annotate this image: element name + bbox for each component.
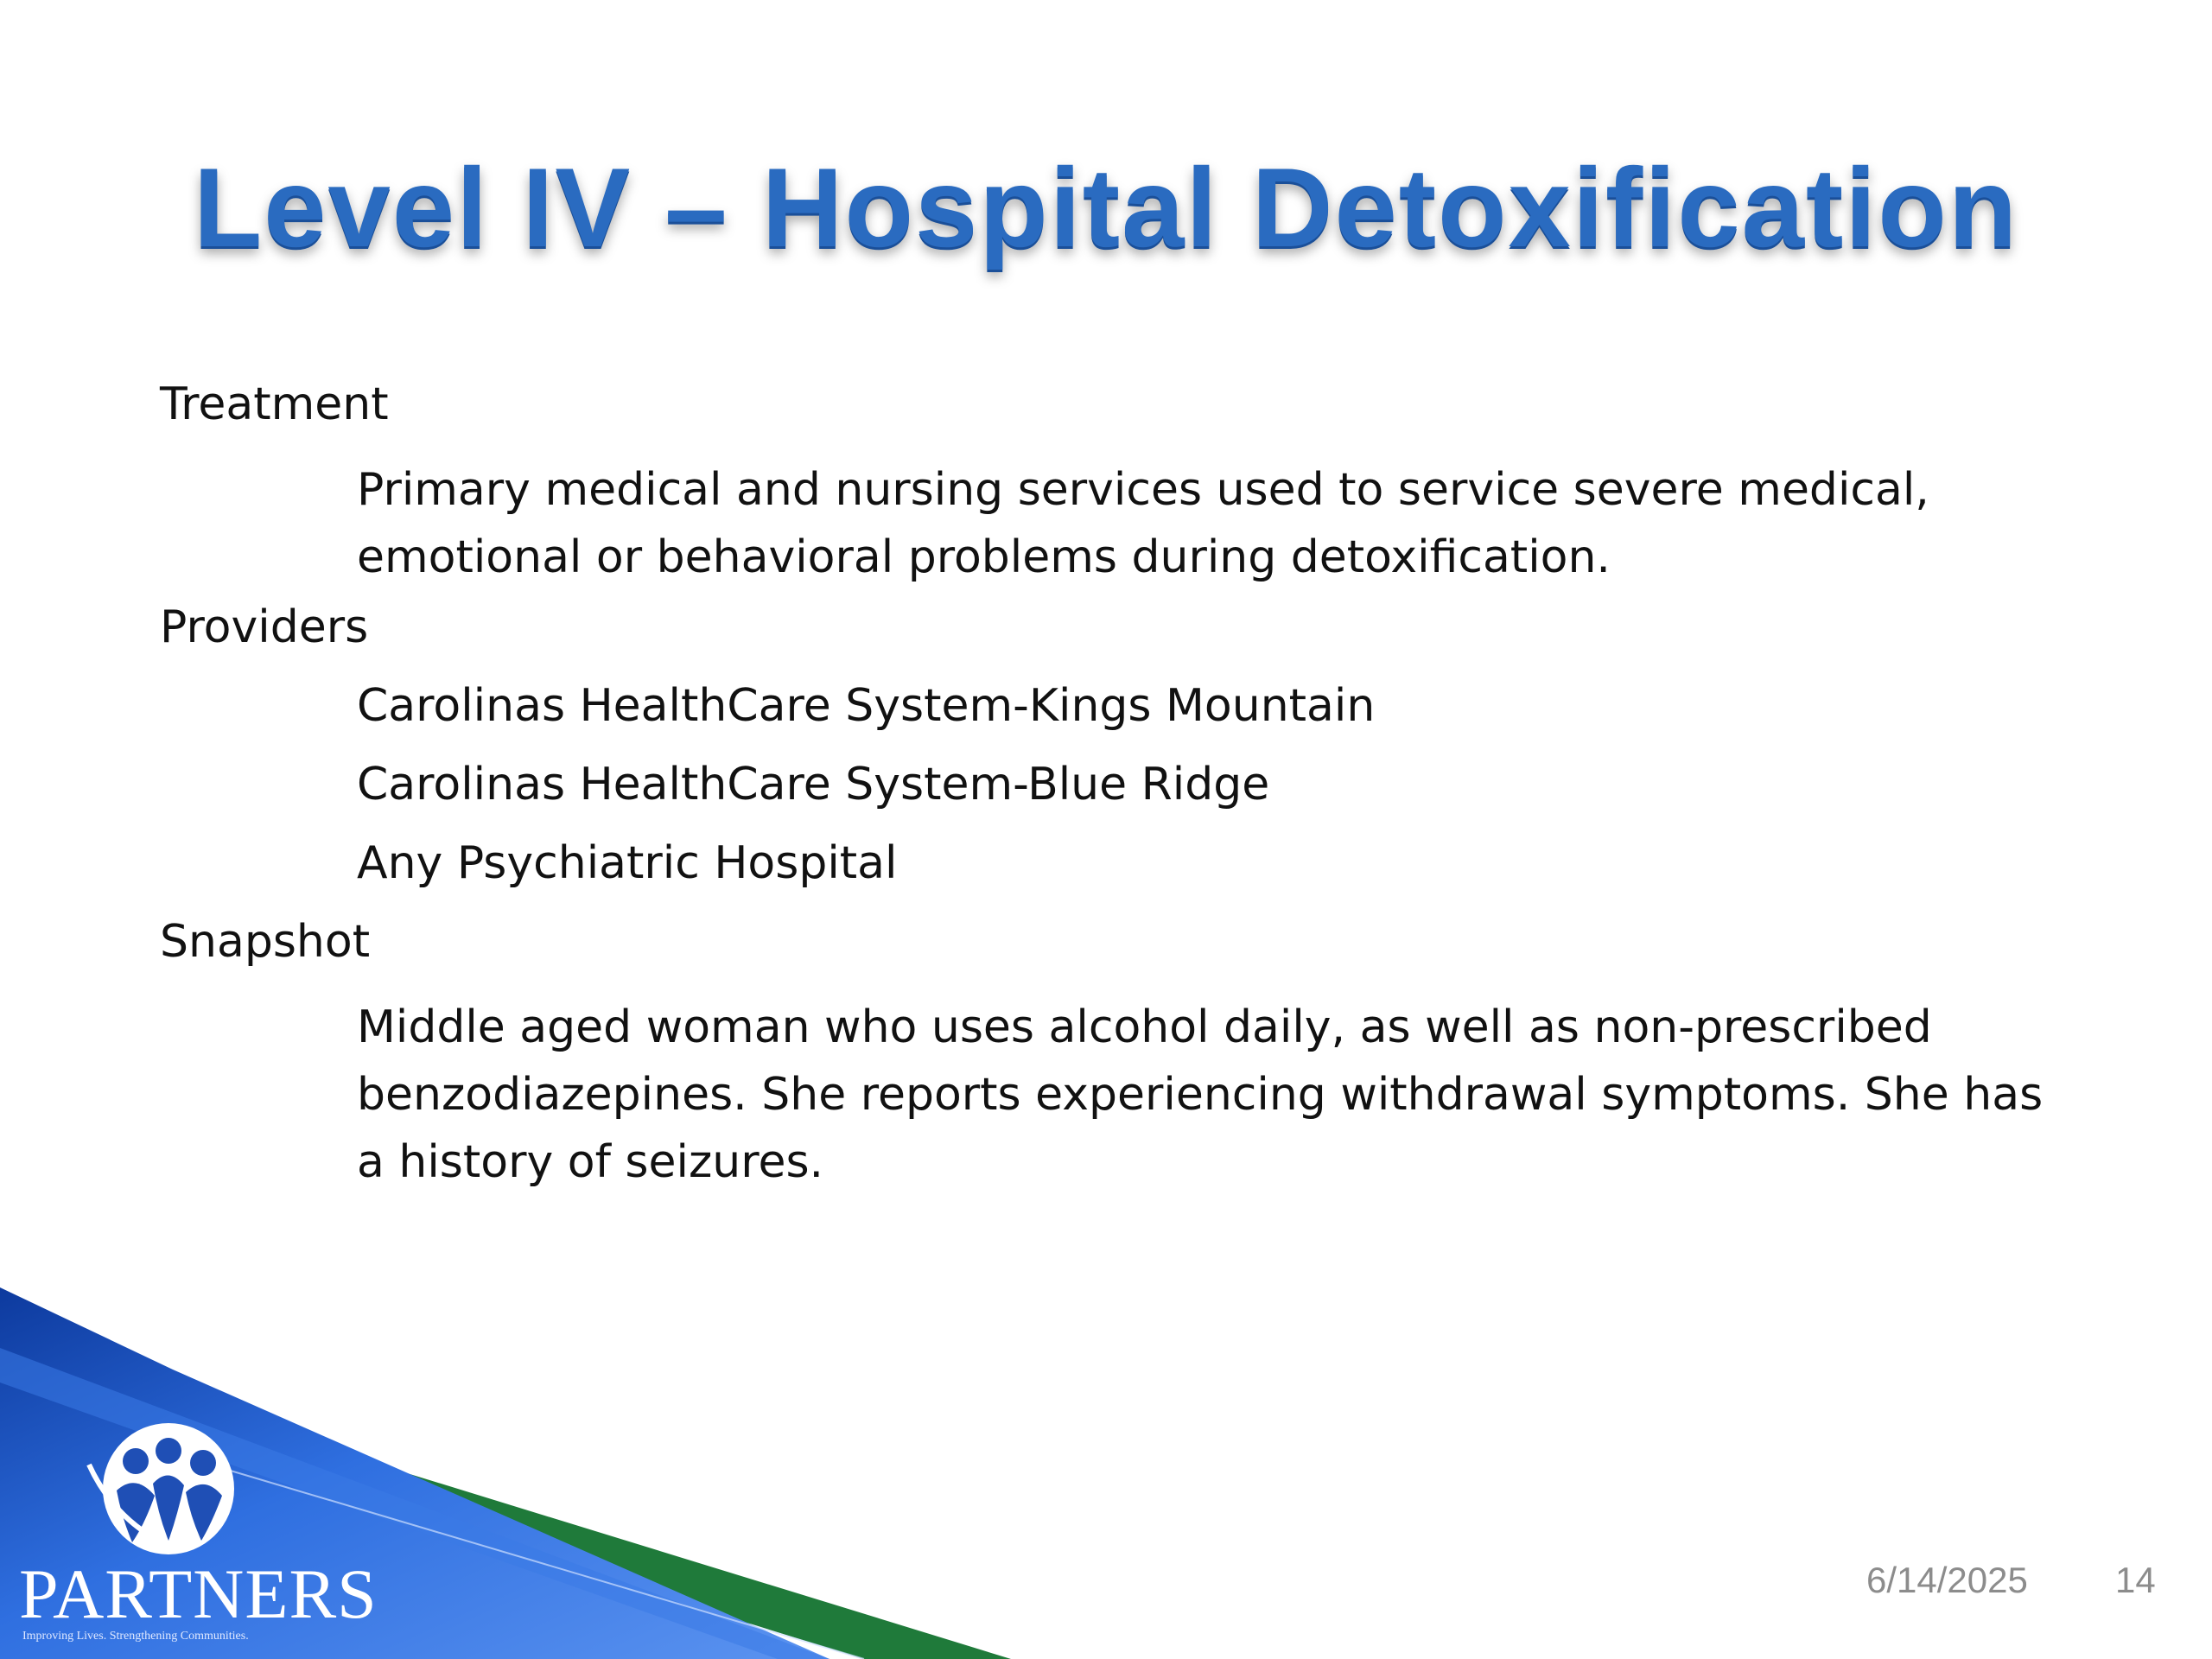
footer-date: 6/14/2025: [1866, 1560, 2028, 1600]
provider-item: Carolinas HealthCare System-Kings Mountain: [357, 680, 1376, 732]
slide-title: Level IV – Hospital Detoxification: [193, 144, 2019, 270]
heading-providers: Providers: [160, 601, 369, 653]
snapshot-line: Middle aged woman who uses alcohol daily, as well as non-prescribed: [357, 1001, 1932, 1053]
heading-snapshot: Snapshot: [160, 916, 371, 968]
snapshot-line: a history of seizures.: [357, 1136, 824, 1188]
logo-wordmark: PARTNERS: [19, 1554, 378, 1633]
snapshot-line: benzodiazepines. She reports experiencing withdrawal symptoms. She has: [357, 1069, 2044, 1121]
provider-item: Carolinas HealthCare System-Blue Ridge: [357, 759, 1270, 810]
heading-treatment: Treatment: [160, 378, 389, 430]
logo-tagline: Improving Lives. Strengthening Communities.: [22, 1630, 249, 1643]
treatment-text: [357, 456, 2154, 591]
treatment-line: emotional or behavioral problems during detoxification.: [357, 531, 1611, 583]
slide-number: 14: [2115, 1560, 2156, 1600]
provider-item: Any Psychiatric Hospital: [357, 837, 898, 889]
treatment-line: Primary medical and nursing services used to service severe medical,: [357, 464, 1929, 516]
snapshot-text: [357, 994, 2154, 1196]
